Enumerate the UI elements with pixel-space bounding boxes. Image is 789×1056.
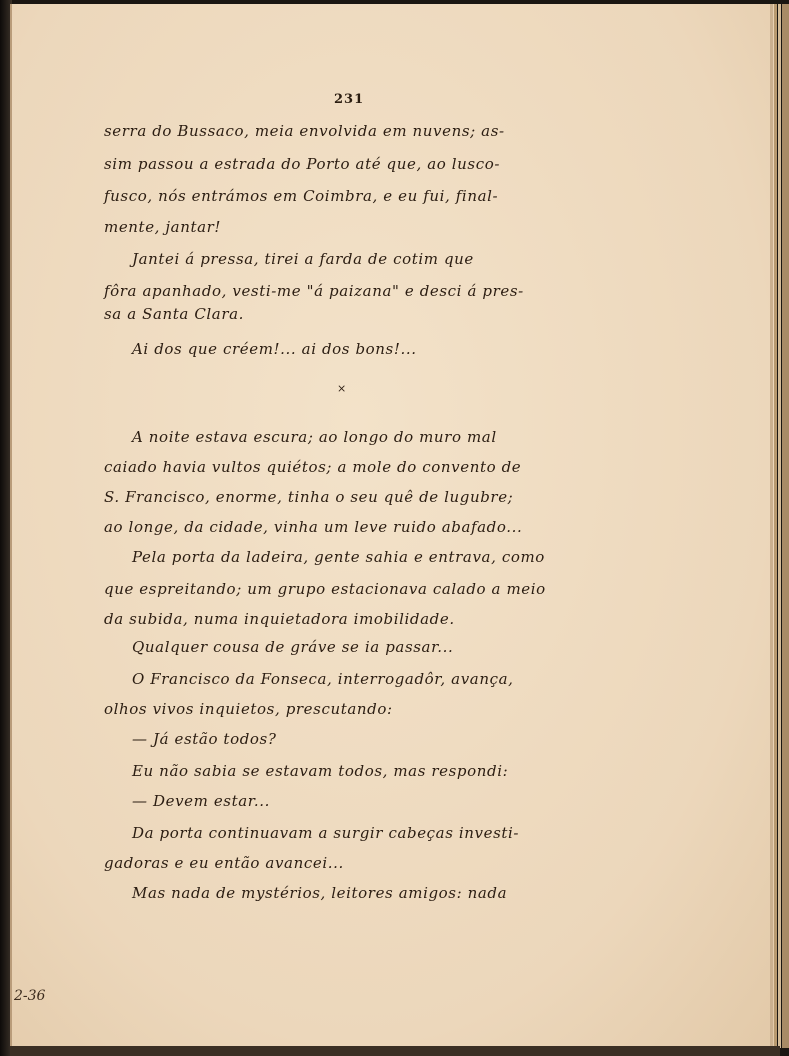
text-line: Da porta continuavam a surgir cabeças investi- <box>132 824 520 842</box>
text-line: que espreitando; um grupo estacionava calado a meio <box>104 580 546 598</box>
text-line: caiado havia vultos quiétos; a mole do convento de <box>104 458 522 476</box>
text-line: Qualquer cousa de gráve se ia passar... <box>132 638 454 656</box>
text-line: ao longe, da cidade, vinha um leve ruido abafado... <box>104 518 523 536</box>
section-separator: × <box>337 382 347 395</box>
text-line: gadoras e eu então avancei... <box>104 854 344 872</box>
text-line: Mas nada de mystérios, leitores amigos: nada <box>132 884 508 902</box>
text-line: Pela porta da ladeira, gente sahia e entrava, como <box>132 548 545 566</box>
text-line: O Francisco da Fonseca, interrogadôr, avança, <box>132 670 514 688</box>
text-line: — Já estão todos? <box>132 730 277 748</box>
text-line: fôra apanhado, vesti-me "á paizana" e desci á pres- <box>104 282 524 300</box>
margin-note: 2-36 <box>14 988 46 1004</box>
text-line: sa a Santa Clara. <box>104 305 245 323</box>
text-line: S. Francisco, enorme, tinha o seu quê de lugubre; <box>104 488 514 506</box>
text-line: Ai dos que créem!... ai dos bons!... <box>132 340 417 358</box>
page-number: 231 <box>334 92 365 107</box>
text-line: olhos vivos inquietos, prescutando: <box>104 700 393 718</box>
text-line: mente, jantar! <box>104 218 222 236</box>
text-line: da subida, numa inquietadora imobilidade. <box>104 610 455 628</box>
text-line: A noite estava escura; ao longo do muro mal <box>132 428 497 446</box>
page-edge <box>770 4 773 1048</box>
bottom-edge <box>10 1046 780 1056</box>
page-edge <box>782 4 789 1048</box>
text-line: sim passou a estrada do Porto até que, ao lusco- <box>104 155 501 173</box>
page-edge <box>774 4 777 1048</box>
text-line: Jantei á pressa, tirei a farda de cotim que <box>132 250 474 268</box>
text-line: Eu não sabia se estavam todos, mas respondi: <box>132 762 509 780</box>
text-line: serra do Bussaco, meia envolvida em nuvens; as- <box>104 122 505 140</box>
page-edge <box>778 4 781 1048</box>
text-line: — Devem estar... <box>132 792 270 810</box>
text-line: fusco, nós entrámos em Coimbra, e eu fui, final- <box>104 187 499 205</box>
